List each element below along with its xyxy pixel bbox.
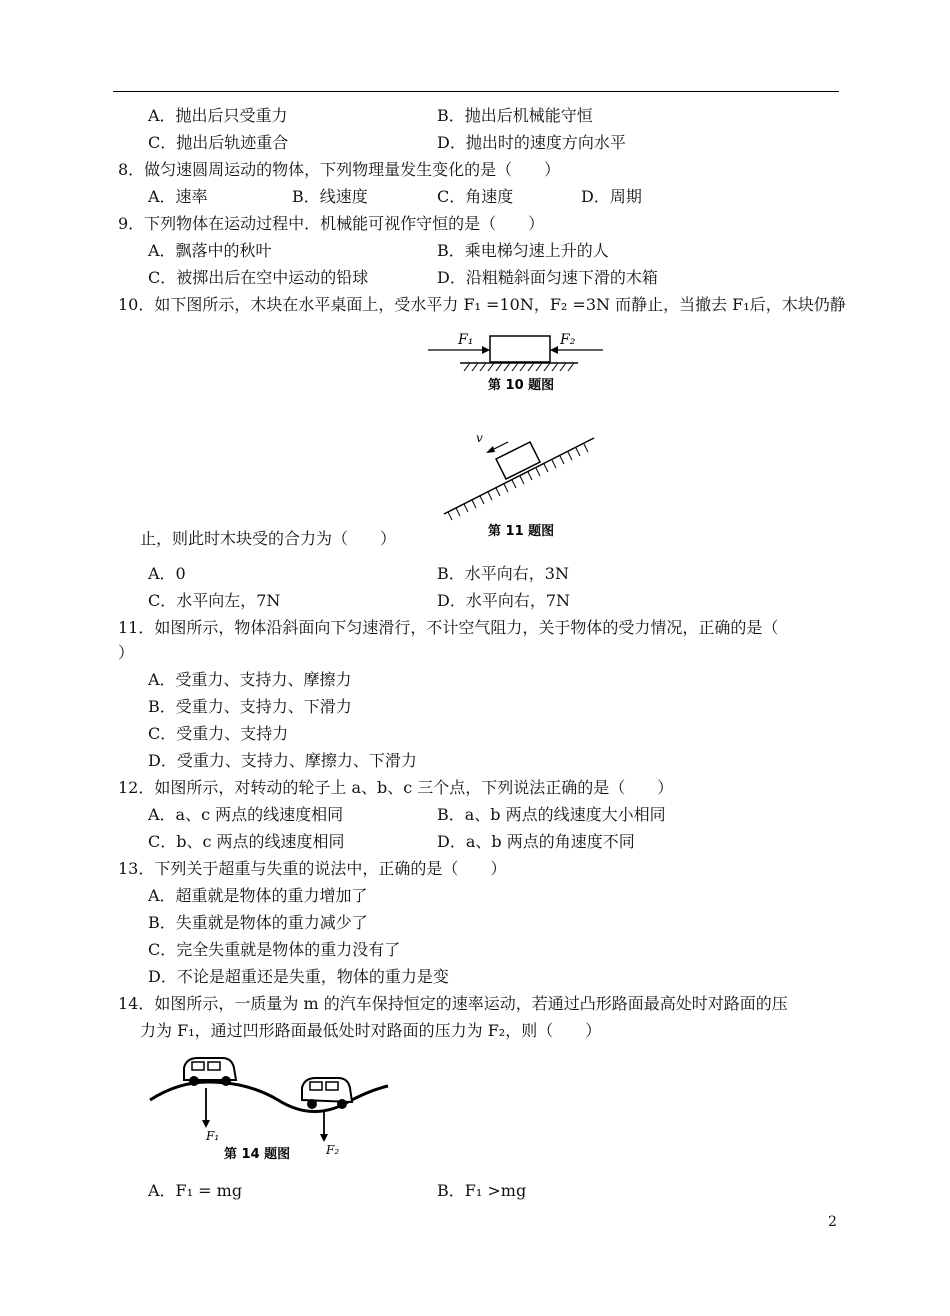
q10-option-a: A．0 (148, 564, 186, 583)
q10-stem-continued: 止，则此时木块受的合力为（ ） (140, 529, 397, 548)
q10-option-b: B．水平向右，3N (437, 564, 569, 583)
q9-option-a: A．飘落中的秋叶 (148, 241, 272, 260)
velocity-arrow-head (486, 446, 495, 453)
q13-option-c: C．完全失重就是物体的重力没有了 (148, 940, 401, 959)
q7-option-b: B．抛出后机械能守恒 (437, 106, 593, 125)
car-in-valley-icon (302, 1078, 352, 1109)
q7-option-c: C．抛出后轨迹重合 (148, 133, 289, 152)
q11-figure-caption: 第 11 题图 (488, 524, 555, 539)
q9-stem: 9．下列物体在运动过程中．机械能可视作守恒的是（ ） (118, 214, 545, 233)
header-rule (113, 91, 839, 92)
q13-option-a: A．超重就是物体的重力增加了 (148, 886, 368, 905)
q12-option-d: D．a、b 两点的角速度不同 (437, 832, 635, 851)
q10-figure (428, 326, 608, 396)
q8-option-c: C．角速度 (437, 187, 514, 206)
q11-option-a: A．受重力、支持力、摩擦力 (148, 670, 352, 689)
q11-figure (438, 430, 598, 542)
q10-option-c: C．水平向左，7N (148, 591, 281, 610)
q14-figure (148, 1050, 393, 1162)
f2-label: F₂ (560, 332, 576, 348)
f2-force-head (320, 1134, 328, 1142)
q12-option-a: A．a、c 两点的线速度相同 (148, 805, 344, 824)
q12-option-c: C．b、c 两点的线速度相同 (148, 832, 345, 851)
q8-option-d: D．周期 (581, 187, 642, 206)
f2-force-label: F₂ (326, 1143, 340, 1157)
velocity-label: v (476, 431, 483, 445)
q13-stem: 13．下列关于超重与失重的说法中，正确的是（ ） (118, 859, 507, 878)
q11-stem-continued: ） (118, 643, 135, 662)
q7-option-a: A．抛出后只受重力 (148, 106, 288, 125)
q7-option-d: D．抛出时的速度方向水平 (437, 133, 626, 152)
q14-option-a: A．F₁ = mg (148, 1181, 243, 1200)
q10-option-d: D．水平向右，7N (437, 591, 571, 610)
table-hatching (464, 363, 574, 371)
q11-option-d: D．受重力、支持力、摩擦力、下滑力 (148, 751, 417, 770)
q9-option-b: B．乘电梯匀速上升的人 (437, 241, 609, 260)
q14-stem: 14．如图所示，一质量为 m 的汽车保持恒定的速率运动，若通过凸形路面最高处时对路面的压 (118, 994, 788, 1013)
f1-label: F₁ (458, 332, 474, 348)
q14-option-b: B．F₁ >mg (437, 1181, 527, 1200)
q11-stem: 11．如图所示，物体沿斜面向下匀速滑行，不计空气阻力，关于物体的受力情况，正确的是（ (118, 618, 779, 637)
q14-stem-continued: 力为 F₁，通过凹形路面最低处时对路面的压力为 F₂，则（ ） (140, 1021, 602, 1040)
road-curve (150, 1082, 388, 1112)
f1-force-head (202, 1120, 210, 1128)
q11-option-c: C．受重力、支持力 (148, 724, 289, 743)
f2-arrow-head (550, 346, 558, 354)
q8-stem: 8．做匀速圆周运动的物体，下列物理量发生变化的是（ ） (118, 160, 561, 179)
q10-stem: 10．如下图所示，木块在水平桌面上，受水平力 F₁ =10N，F₂ =3N 而静止，当撤去 F₁后，木块仍静 (118, 295, 846, 314)
f1-force-label: F₁ (206, 1129, 220, 1143)
block-shape (490, 336, 550, 362)
q13-option-b: B．失重就是物体的重力减少了 (148, 913, 368, 932)
q13-option-d: D．不论是超重还是失重，物体的重力是变 (148, 967, 449, 986)
q12-stem: 12．如图所示，对转动的轮子上 a、b、c 三个点，下列说法正确的是（ ） (118, 778, 674, 797)
q8-option-a: A．速率 (148, 187, 208, 206)
q11-option-b: B．受重力、支持力、下滑力 (148, 697, 352, 716)
q9-option-d: D．沿粗糙斜面匀速下滑的木箱 (437, 268, 658, 287)
q12-option-b: B．a、b 两点的线速度大小相同 (437, 805, 666, 824)
q14-figure-caption: 第 14 题图 (224, 1147, 291, 1162)
slider-block (496, 442, 540, 479)
f1-arrow-head (482, 346, 490, 354)
q10-figure-caption: 第 10 题图 (488, 378, 555, 393)
page-number: 2 (828, 1214, 837, 1230)
q8-option-b: B．线速度 (292, 187, 368, 206)
q9-option-c: C．被掷出后在空中运动的铅球 (148, 268, 369, 287)
